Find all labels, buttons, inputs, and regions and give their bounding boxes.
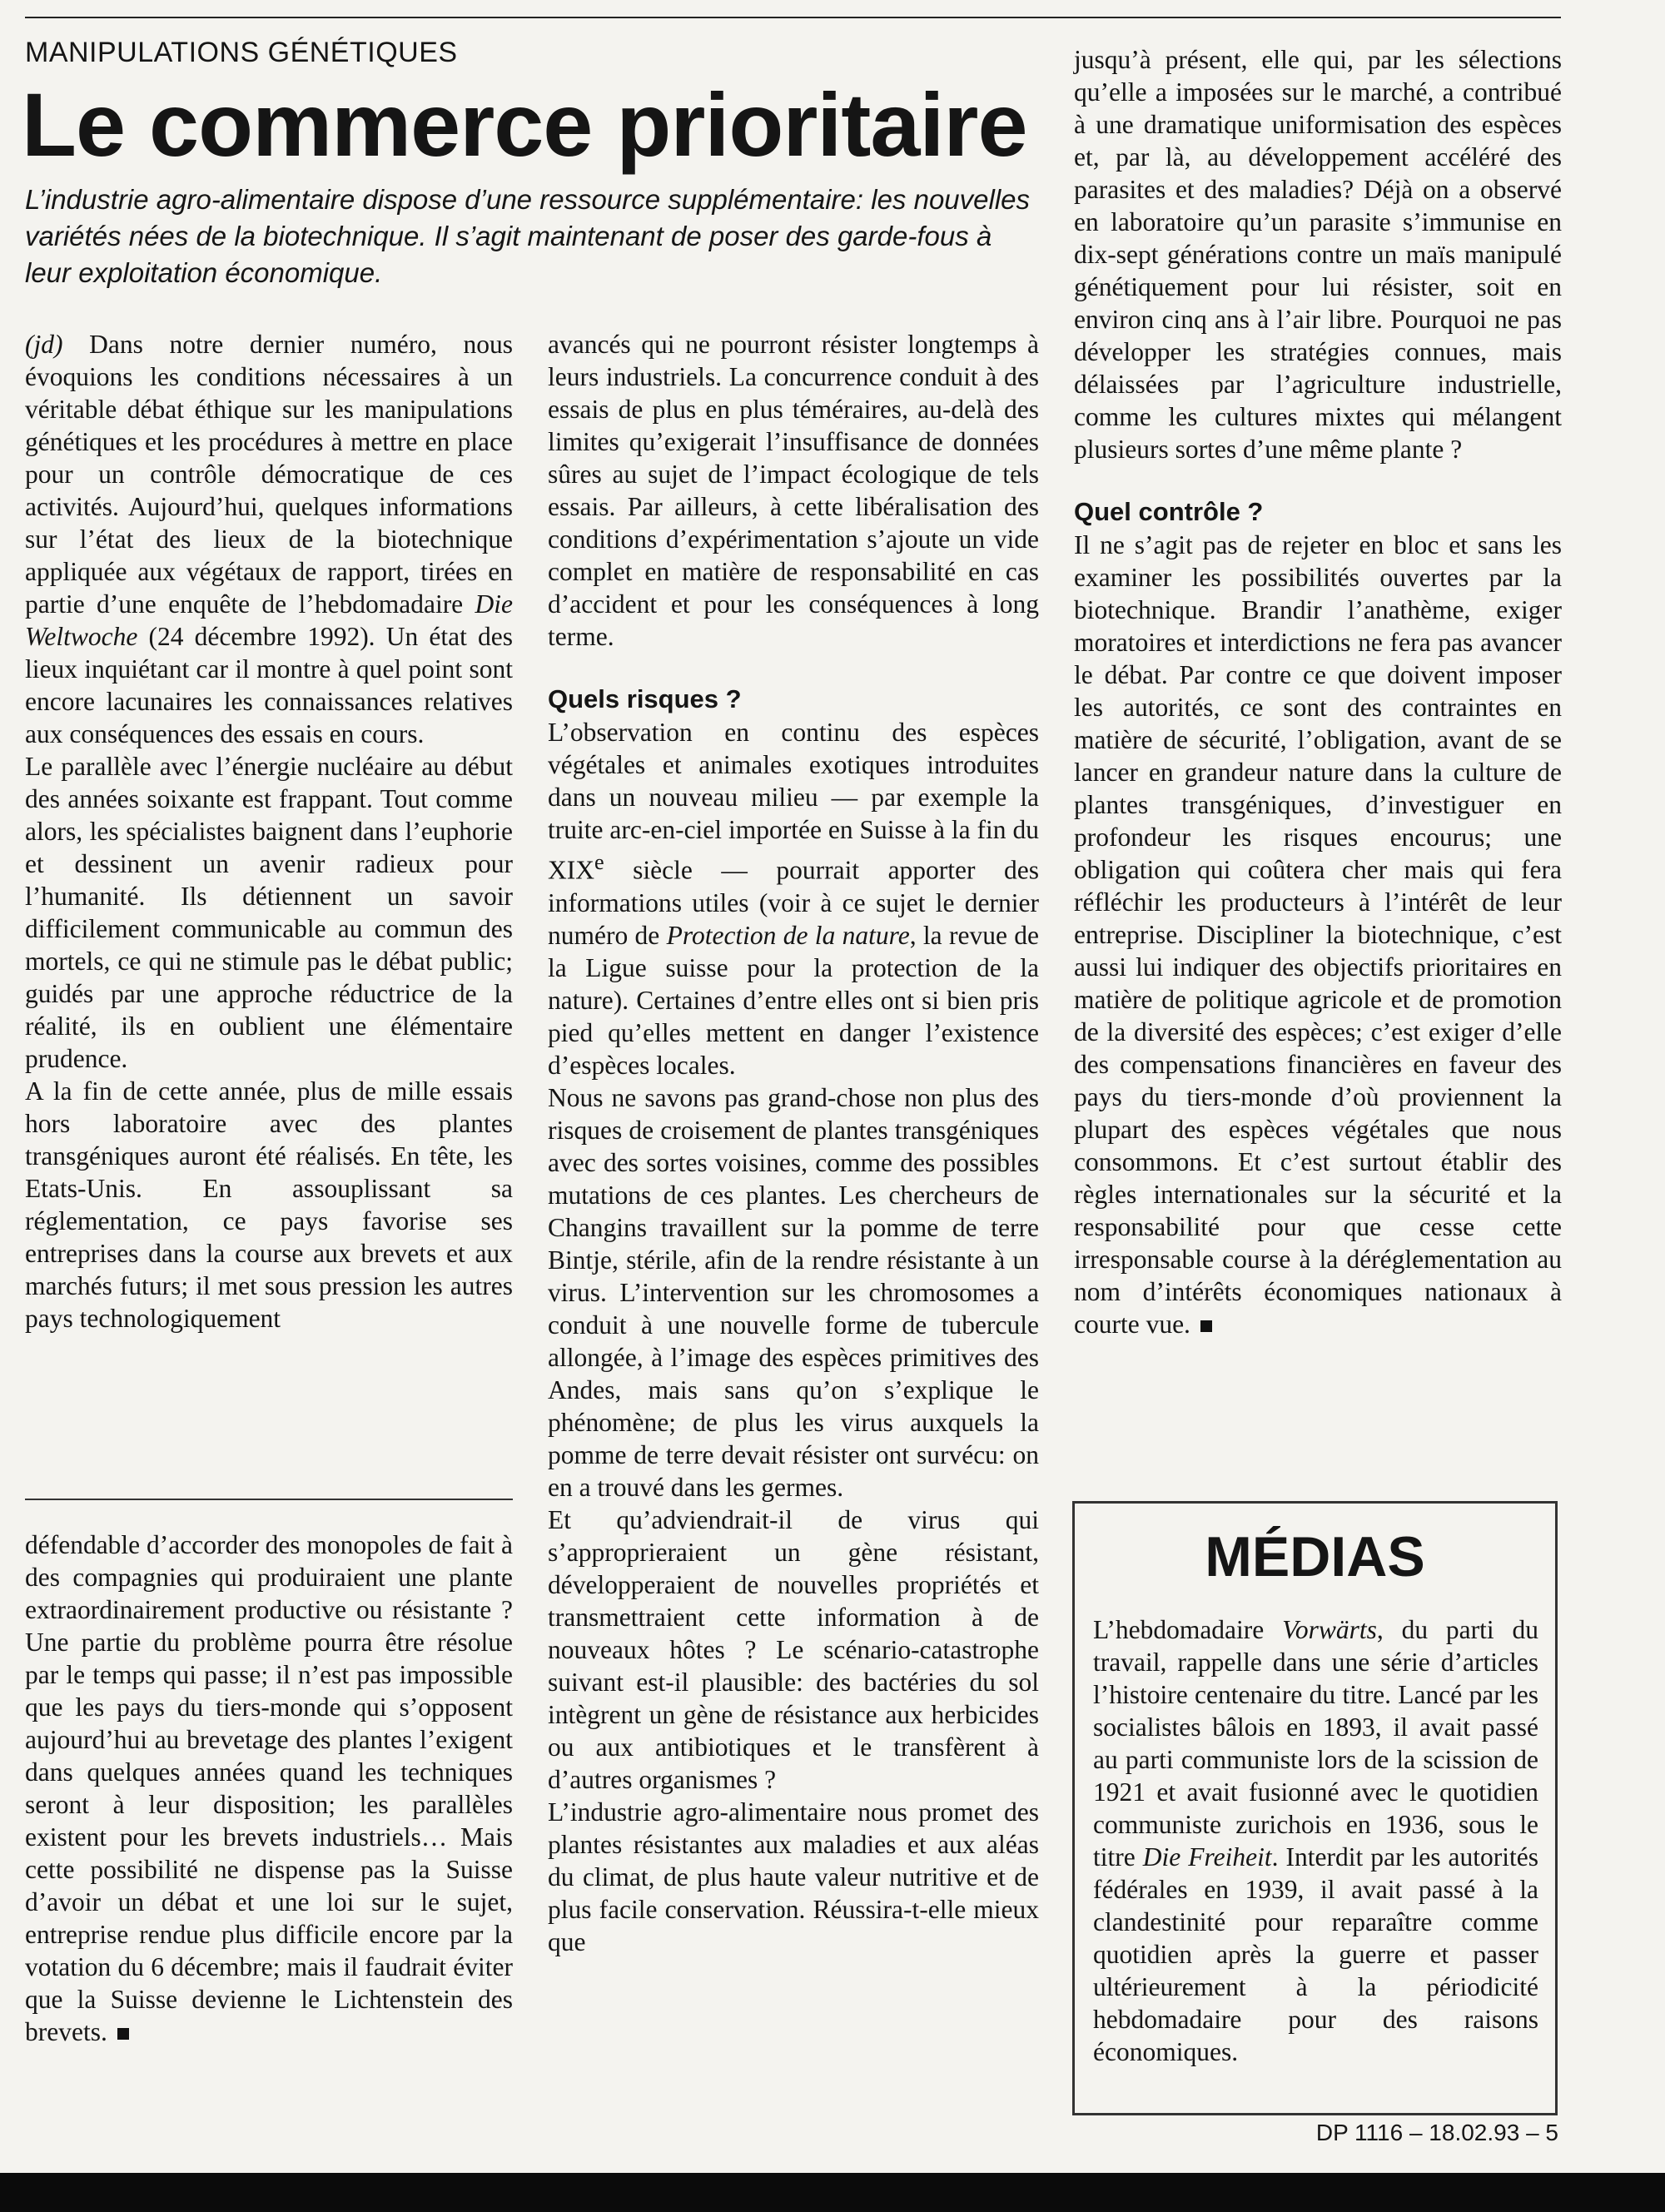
paragraph: Le parallèle avec l’énergie nucléaire au début des années soixante est frappant. Tout comme alors, les spécialistes baignent dans l’euphorie et dessinent un avenir radieux pour l’humanité. Ils détiennent un savoir difficilement communicable au commun des mortels, ce qui ne stimule pas le débat public; guidés par une approche réductrice de la réalité, ils en oublient une élémentaire prudence.	[25, 752, 513, 1073]
publication-name: Protection de la nature	[666, 920, 910, 950]
page-footer-reference: DP 1116 – 18.02.93 – 5	[1315, 2120, 1558, 2145]
publication-name: Vorwärts	[1282, 1615, 1377, 1644]
medias-sidebar-box	[1072, 1501, 1558, 2115]
column-1	[25, 328, 513, 1335]
column-divider-rule	[25, 1499, 513, 1500]
subheading-risks: Quels risques ?	[548, 684, 742, 713]
paragraph: L’industrie agro-alimentaire nous promet des plantes résistantes aux maladies et aux aléas du climat, de plus haute valeur nutritive et de plus facile conservation. Réussira-t-elle mieux que	[548, 1797, 1039, 1956]
author-initials: (jd)	[25, 330, 63, 359]
column-2	[548, 328, 1039, 1958]
end-mark-icon	[1200, 1320, 1212, 1332]
paragraph: défendable d’accorder des monopoles de fait à des compagnies qui produiraient une plante extraordinairement productive ou résistante ? Une partie du problème pourra être résolue par le temps qui passe; il n’est pas impossible que les pays du tiers-monde qui s’opposent aujourd’hui au brevetage des plantes l’exigent dans quelques années quand les techniques seront à leur disposition; les parallèles existent pour les brevets industriels… Mais cette possibilité ne dispense pas la Suisse d’avoir un débat et une loi sur le sujet, entreprise rendue plus difficile encore par la votation du 6 décembre; mais il faudrait éviter que la Suisse devienne le Lichtenstein des brevets.	[25, 1530, 513, 2046]
paragraph: avancés qui ne pourront résister longtemps à leurs industriels. La concurrence conduit à des essais de plus en plus téméraires, au-delà des limites qu’exigerait l’insuffisance de données sûres au sujet de l’impact écologique de tels essais. Par ailleurs, à cette libéralisation des conditions d’expérimentation s’ajoute un vide complet en matière de responsabilité en cas d’accident et pour les conséquences à long terme.	[548, 330, 1039, 651]
article-headline: Le commerce prioritaire	[22, 74, 1027, 175]
paragraph: Et qu’adviendrait-il de virus qui s’approprieraient un gène résistant, développeraient de nouvelles propriétés et transmettraient cette information à de nouveaux hôtes ? Le scénario-catastrophe suivant est-il plausible: des bactéries du sol intègrent un gène de résistance aux herbicides ou aux antibiotiques et le transfèrent à d’autres organismes ?	[548, 1504, 1039, 1794]
top-rule	[25, 17, 1561, 18]
article-lede: L’industrie agro-alimentaire dispose d’une ressource supplémentaire: les nouvelles variétés nées de la biotechnique. Il s’agit maintenant de poser des garde-fous à leur exploitation économique.	[25, 184, 1031, 288]
sidebar-text: L’hebdomadaire Vorwärts, du parti du travail, rappelle dans une série d’articles l’histoire centenaire du titre. Lancé par les socialistes bâlois en 1893, il avait passé au parti communiste lors de la scission de 1921 et avait fusionné avec le quotidien communiste zurichois en 1936, sous le titre Die Freiheit. Interdit par les autorités fédérales en 1939, il avait passé à la clandestinité pour reparaître comme quotidien après la guerre et passer ultérieurement à la périodicité hebdomadaire pour des raisons économiques.	[1093, 1615, 1538, 2066]
end-mark-icon	[117, 2028, 129, 2040]
paragraph: Il ne s’agit pas de rejeter en bloc et sans les examiner les possibilités ouvertes par la biotechnique. Brandir l’anathème, exiger moratoires et interdictions ne fera pas avancer le débat. Par contre ce que doivent imposer les autorités, ce sont des contraintes en matière de sécurité, l’obligation, avant de se lancer en grandeur nature dans la culture de plantes transgéniques, d’investiguer en profondeur les risques encourus; une obligation qui coûtera cher mais qui fera réfléchir les producteurs à l’intérêt de leur entreprise. Discipliner la biotechnique, c’est aussi lui indiquer des objectifs prioritaires en matière de politique agricole et de promotion de la diversité des espèces; c’est exiger d’elle des compensations financières en faveur des pays du tiers-monde d’où proviennent la plupart des espèces végétales que nous consommons. Et c’est surtout établir des règles internationales sur la sécurité et la responsabilité pour que cesse cette irresponsable course à la déréglementation au nom d’intérêts économiques nationaux à courte vue.	[1074, 530, 1562, 1339]
section-kicker: MANIPULATIONS GÉNÉTIQUES	[25, 37, 458, 68]
column-1-continued	[25, 1529, 513, 2048]
publication-name: Die Freiheit	[1142, 1842, 1272, 1872]
column-3	[1074, 43, 1562, 1340]
paragraph: jusqu’à présent, elle qui, par les sélections qu’elle a imposées sur le marché, a contribué à une dramatique uniformisation des espèces et, par là, au développement accéléré des parasites et des maladies? Déjà on a observé en laboratoire qu’un parasite s’immunise en dix-sept générations contre un maïs manipulé génétiquement pour lui résister, soit en environ cinq ans à l’air libre. Pourquoi ne pas développer les stratégies connues, mais délaissées par l’agriculture industrielle, comme les cultures mixtes qui mélangent plusieurs sortes d’une même plante ?	[1074, 45, 1562, 464]
paragraph: A la fin de cette année, plus de mille essais hors laboratoire avec des plantes transgéniques auront été réalisés. En tête, les Etats-Unis. En assouplissant sa réglementation, ce pays favorise ses entreprises dans la course aux brevets et aux marchés futurs; il met sous pression les autres pays technologiquement	[25, 1076, 513, 1333]
paragraph: Nous ne savons pas grand-chose non plus des risques de croisement de plantes transgéniques avec des sortes voisines, comme des possibles mutations de ces plantes. Les chercheurs de Changins travaillent sur la pomme de terre Bintje, stérile, afin de la rendre résistante à un virus. L’intervention sur les chromosomes a conduit à une nouvelle forme de tubercule allongée, à l’image des espèces primitives des Andes, mais sans qu’on s’explique le phénomène; de plus les virus auxquels la pomme de terre devait résister ont survécu: on en a trouvé dans les germes.	[548, 1082, 1039, 1502]
bottom-scan-band	[0, 2173, 1665, 2212]
paragraph: L’observation en continu des espèces végétales et animales exotiques introduites dans un nouveau milieu — par exemple la truite arc-en-ciel importée en Suisse à la fin du XIXe siècle — pourrait apporter des informations utiles (voir à ce sujet le dernier numéro de Protection de la nature, la revue de la Ligue suisse pour la protection de la nature). Certaines d’entre elles ont si bien pris pied qu’elles mettent en danger l’existence d’espèces locales.	[548, 718, 1039, 1080]
subheading-control: Quel contrôle ?	[1074, 497, 1264, 526]
publication-name: Die Weltwoche	[25, 589, 513, 651]
paragraph: (jd) Dans notre dernier numéro, nous évoquions les conditions nécessaires à un véritable débat éthique sur les manipulations génétiques et les procédures à mettre en place pour un contrôle démocratique de ces activités. Aujourd’hui, quelques informations sur l’état des lieux de la biotechnique appliquée aux végétaux de rapport, tirées en partie d’une enquête de l’hebdomadaire Die Weltwoche (24 décembre 1992). Un état des lieux inquiétant car il montre à quel point sont encore lacunaires les connaissances relatives aux conséquences des essais en cours.	[25, 330, 513, 748]
sidebar-title: MÉDIAS	[1205, 1525, 1425, 1588]
